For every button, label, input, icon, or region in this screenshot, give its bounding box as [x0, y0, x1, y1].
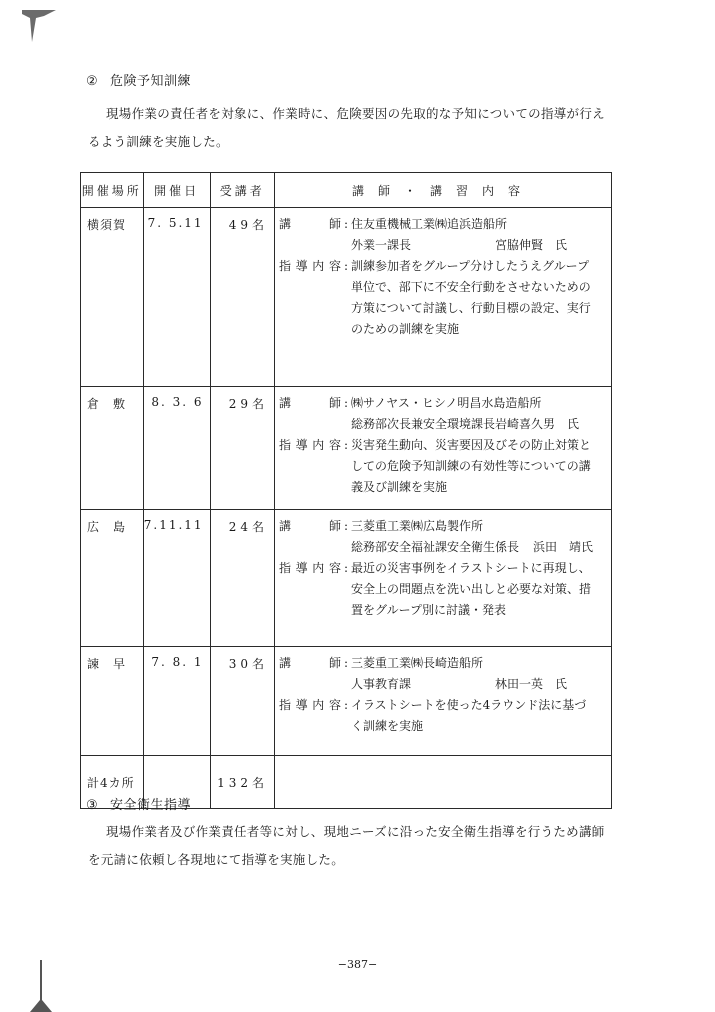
content-line: 義及び訓練を実施 [350, 480, 447, 494]
instructor-role: 総務部安全福祉課安全衛生係長 [350, 540, 519, 554]
content-line: イラストシートを使った4ラウンド法に基づ [350, 698, 587, 712]
instructor-label: 講 師 [278, 217, 341, 231]
content-label: 指導内容 [278, 438, 341, 452]
cell-date: 8. 3. 6 [143, 387, 210, 510]
cell-date: 7. 8. 1 [143, 647, 210, 756]
content-label: 指導内容 [278, 698, 341, 712]
scan-corner-mark [22, 10, 56, 42]
instructor-role: 外業一課長 [350, 238, 411, 252]
instructor-org: ㈱サノヤス・ヒシノ明昌水島造船所 [350, 396, 542, 410]
instructor-role: 人事教育課 [350, 677, 411, 691]
header-location: 開催場所 [81, 173, 144, 208]
content-line: しての危険予知訓練の有効性等についての講 [350, 459, 591, 473]
instructor-label: 講 師 [278, 656, 341, 670]
cell-location: 諫 早 [81, 647, 144, 756]
cell-attendees: 24名 [210, 510, 274, 647]
content-line: 災害発生動向、災害要因及びその防止対策と [350, 438, 591, 452]
cell-date: 7.11.11 [143, 510, 210, 647]
content-label: 指導内容 [278, 259, 341, 273]
cell-attendees: 29名 [210, 387, 274, 510]
cell-total-location: 計4カ所 [81, 756, 144, 809]
instructor-org: 三菱重工業㈱広島製作所 [350, 519, 483, 533]
content-line: 最近の災害事例をイラストシートに再現し、 [350, 561, 591, 575]
page-number: −387− [337, 958, 378, 971]
section-heading-3 [86, 794, 191, 813]
section-title: 危険予知訓練 [110, 74, 192, 89]
content-line: のための訓練を実施 [350, 322, 459, 336]
table-row [81, 387, 612, 510]
section-paragraph-3: 現場作業者及び作業責任者等に対し、現地ニーズに沿った安全衛生指導を行うため講師 を元請に依頼し各現地にて指導を実施した。 [88, 824, 605, 867]
instructor-org: 住友重機械工業㈱追浜造船所 [350, 217, 507, 231]
scan-binding-mark [30, 960, 52, 1012]
cell-location: 倉 敷 [81, 387, 144, 510]
content-line: 方策について討議し、行動目標の設定、実行 [350, 301, 591, 315]
section-number: ② [86, 74, 99, 89]
section-number: ③ [86, 798, 99, 813]
header-content: 講師・講習内容 [274, 173, 611, 208]
cell-attendees: 49名 [210, 208, 274, 387]
header-attendees: 受講者 [210, 173, 274, 208]
cell-total-attendees: 132名 [210, 756, 274, 809]
cell-detail: 講 師 : 三菱重工業㈱広島製作所 総務部安全福祉課安全衛生係長 浜田 靖氏 指導内容 : 最近の災害事例をイラストシートに再現し、 安全上の問題点を洗い出しと必要な対策、措 置をグループ別に討議・発表 [274, 510, 611, 647]
cell-location: 広 島 [81, 510, 144, 647]
table-row [81, 510, 612, 647]
content-line: 単位で、部下に不安全行動をさせないための [350, 280, 591, 294]
content-line: 安全上の問題点を洗い出しと必要な対策、措 [350, 582, 591, 596]
cell-location: 横須賀 [81, 208, 144, 387]
content-label: 指導内容 [278, 561, 341, 575]
table-row [81, 208, 612, 387]
instructor-label: 講 師 [278, 519, 341, 533]
content-line: 訓練参加者をグループ分けしたうえグループ [350, 259, 590, 273]
section-title: 安全衛生指導 [110, 798, 192, 813]
cell-detail: 講 師 : ㈱サノヤス・ヒシノ明昌水島造船所 総務部次長兼安全環境課長 岩崎喜久男 氏 指導内容 : 災害発生動向、災害要因及びその防止対策と しての危険予知訓練の有効性等についての講 義及び訓練を実施 [274, 387, 611, 510]
instructor-name: 岩崎喜久男 氏 [495, 417, 580, 431]
section-paragraph-2: 現場作業の責任者を対象に、作業時に、危険要因の先取的な予知についての指導が行え るよう訓練を実施した。 [88, 106, 605, 149]
cell-detail: 講 師 : 三菱重工業㈱長崎造船所 人事教育課 林田一英 氏 指導内容 : イラストシートを使った4ラウンド法に基づ く訓練を実施 [274, 647, 611, 756]
cell-attendees: 30名 [210, 647, 274, 756]
instructor-name: 林田一英 氏 [495, 677, 568, 691]
cell-date: 7. 5.11 [143, 208, 210, 387]
table-header-row [81, 173, 612, 208]
training-table [80, 172, 612, 809]
instructor-role: 総務部次長兼安全環境課長 [350, 417, 495, 431]
instructor-label: 講 師 [278, 396, 341, 410]
cell-total-detail [274, 756, 611, 809]
content-line: 置をグループ別に討議・発表 [350, 603, 507, 617]
header-date: 開催日 [143, 173, 210, 208]
content-line: く訓練を実施 [350, 719, 423, 733]
cell-detail: 講 師 : 住友重機械工業㈱追浜造船所 外業一課長 宮脇伸賢 氏 指導内容 : 訓練参加者をグループ分けしたうえグループ 単位で、部下に不安全行動をさせないための 方策について討議し、行動目標の設定、実行 のための訓練を実施 [274, 208, 611, 387]
section-heading-2 [86, 70, 191, 89]
instructor-name: 浜田 靖氏 [533, 540, 594, 554]
instructor-name: 宮脇伸賢 氏 [495, 238, 568, 252]
instructor-org: 三菱重工業㈱長崎造船所 [350, 656, 483, 670]
table-row [81, 647, 612, 756]
